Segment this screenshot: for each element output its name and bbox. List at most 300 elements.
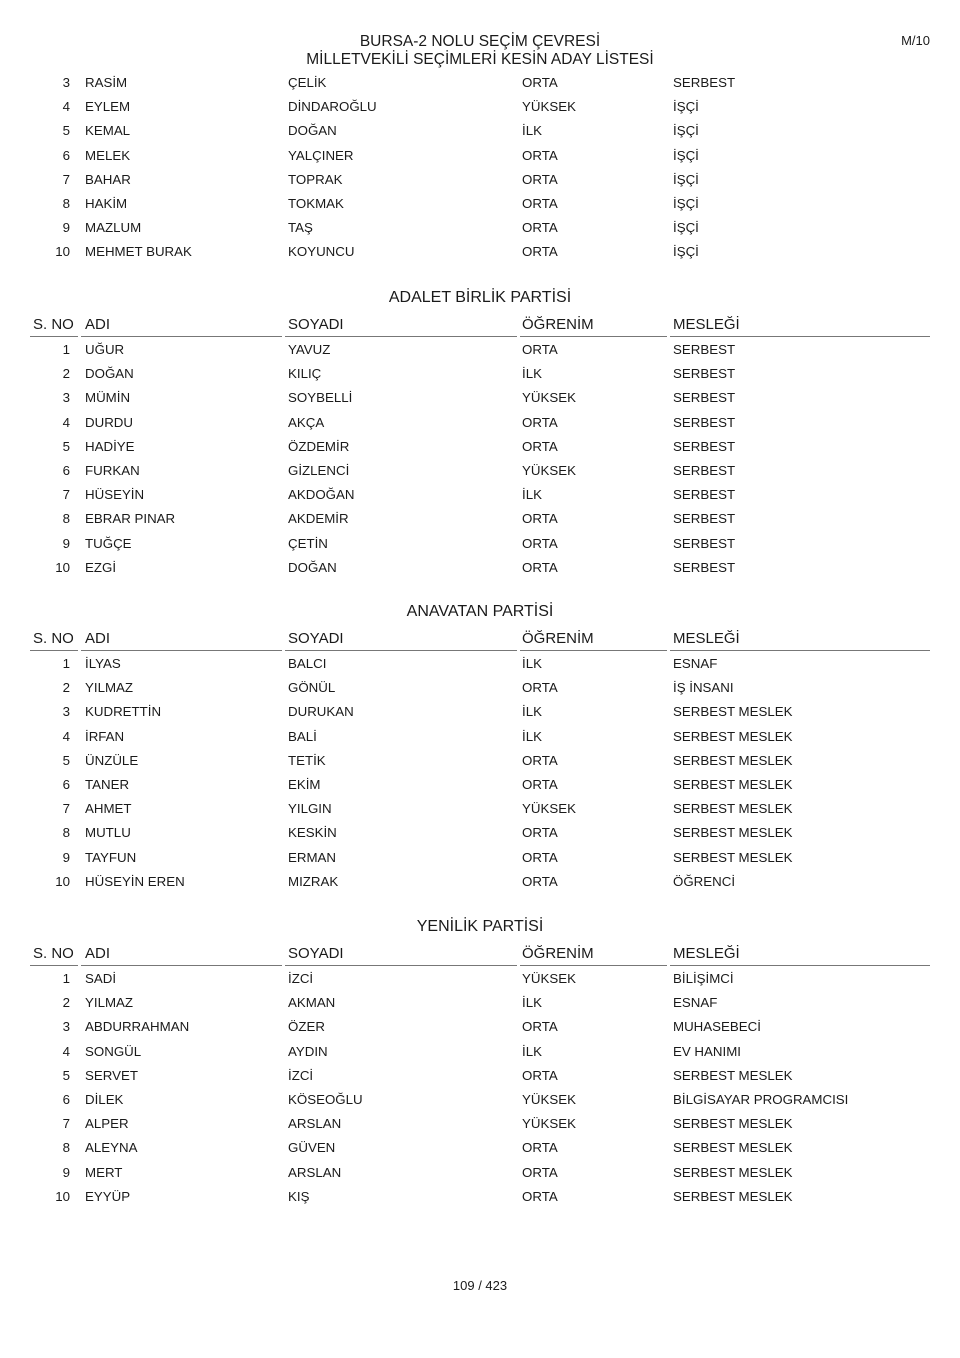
education-cell: YÜKSEK bbox=[522, 99, 576, 115]
first-name-cell: ALPER bbox=[85, 1116, 129, 1132]
last-name-cell: GÖNÜL bbox=[288, 680, 336, 696]
last-name-cell: GİZLENCİ bbox=[288, 463, 350, 478]
table-row bbox=[30, 676, 930, 700]
first-name-cell: ÜNZÜLE bbox=[85, 752, 139, 768]
occupation-cell: İŞÇİ bbox=[673, 220, 699, 236]
occupation-cell: SERBEST bbox=[673, 390, 736, 406]
header-divider bbox=[670, 650, 930, 651]
header-education: ÖĞRENİM bbox=[522, 945, 594, 962]
education-cell: İLK bbox=[522, 487, 542, 503]
education-cell: YÜKSEK bbox=[522, 801, 576, 817]
last-name-cell: KÖSEOĞLU bbox=[288, 1092, 363, 1107]
header-divider bbox=[81, 965, 282, 966]
table-row bbox=[30, 749, 930, 773]
education-cell: İLK bbox=[522, 656, 542, 671]
first-name-cell: İRFAN bbox=[85, 728, 125, 744]
education-cell: ORTA bbox=[522, 825, 558, 841]
table-row bbox=[30, 362, 930, 386]
last-name-cell: ARSLAN bbox=[288, 1164, 342, 1180]
education-cell: ORTA bbox=[522, 244, 558, 260]
row-number-value: 7 bbox=[62, 487, 70, 503]
row-number bbox=[30, 797, 70, 821]
occupation-cell: İŞÇİ bbox=[673, 171, 699, 187]
district-title: BURSA-2 NOLU SEÇİM ÇEVRESİ bbox=[359, 33, 601, 50]
occupation-cell: SERBEST MESLEK bbox=[673, 1067, 793, 1083]
row-number bbox=[30, 240, 70, 264]
row-number-value: 2 bbox=[62, 366, 70, 382]
header-divider bbox=[30, 965, 78, 966]
row-number bbox=[30, 652, 70, 676]
row-number-value: 1 bbox=[62, 656, 70, 671]
table-row bbox=[30, 386, 930, 410]
first-name-cell: SONGÜL bbox=[85, 1043, 142, 1059]
first-name-cell: MÜMİN bbox=[85, 390, 131, 406]
occupation-cell: SERBEST MESLEK bbox=[673, 752, 793, 768]
header-first-name: ADI bbox=[85, 630, 111, 647]
education-cell: ORTA bbox=[522, 1019, 558, 1035]
first-name-cell: MUTLU bbox=[85, 825, 131, 841]
last-name-cell: AKDEMİR bbox=[288, 511, 349, 527]
first-name-cell: DİLEK bbox=[85, 1092, 124, 1107]
row-number bbox=[30, 168, 70, 192]
table-header bbox=[30, 628, 930, 652]
header-occupation: MESLEĞİ bbox=[673, 316, 740, 333]
row-number-value: 7 bbox=[62, 1116, 70, 1132]
first-name-cell: TUĞÇE bbox=[85, 535, 132, 551]
table-row bbox=[30, 846, 930, 870]
first-name-cell: BAHAR bbox=[85, 171, 131, 187]
row-number bbox=[30, 991, 70, 1015]
row-number bbox=[30, 459, 70, 483]
first-name-cell: EBRAR PINAR bbox=[85, 511, 176, 527]
table-row bbox=[30, 95, 930, 119]
occupation-cell: SERBEST MESLEK bbox=[673, 801, 793, 817]
last-name-cell: KESKİN bbox=[288, 825, 337, 841]
education-cell: YÜKSEK bbox=[522, 1092, 576, 1107]
occupation-cell: İŞ İNSANI bbox=[673, 680, 734, 696]
row-number bbox=[30, 362, 70, 386]
row-number bbox=[30, 676, 70, 700]
last-name-cell: DİNDAROĞLU bbox=[288, 99, 377, 115]
table-header bbox=[30, 314, 930, 338]
row-number bbox=[30, 144, 70, 168]
occupation-cell: ESNAF bbox=[673, 995, 718, 1011]
row-number-value: 6 bbox=[62, 147, 70, 163]
row-number-value: 8 bbox=[62, 196, 70, 211]
table-row bbox=[30, 240, 930, 264]
header-occupation: MESLEĞİ bbox=[673, 630, 740, 647]
education-cell: İLK bbox=[522, 995, 542, 1011]
first-name-cell: MEHMET BURAK bbox=[85, 244, 192, 260]
last-name-cell: İZCİ bbox=[288, 971, 314, 986]
first-name-cell: EYYÜP bbox=[85, 1188, 131, 1204]
table-row bbox=[30, 991, 930, 1015]
table-row bbox=[30, 144, 930, 168]
occupation-cell: SERBEST MESLEK bbox=[673, 1164, 793, 1180]
header-divider bbox=[670, 336, 930, 337]
party-title: ADALET BİRLİK PARTİSİ bbox=[388, 289, 572, 306]
page-number: 109 / 423 bbox=[452, 1278, 508, 1293]
table-row bbox=[30, 1015, 930, 1039]
table-row bbox=[30, 1161, 930, 1185]
occupation-cell: BİLGİSAYAR PROGRAMCISI bbox=[673, 1092, 849, 1107]
first-name-cell: HÜSEYİN EREN bbox=[85, 873, 185, 889]
occupation-cell: EV HANIMI bbox=[673, 1043, 741, 1059]
table-row bbox=[30, 119, 930, 143]
last-name-cell: SOYBELLİ bbox=[288, 390, 353, 406]
last-name-cell: AKMAN bbox=[288, 995, 336, 1011]
last-name-cell: YILGIN bbox=[288, 801, 332, 817]
header-divider bbox=[30, 650, 78, 651]
header-no: S. NO bbox=[33, 316, 74, 333]
table-row bbox=[30, 1040, 930, 1064]
last-name-cell: ERMAN bbox=[288, 849, 337, 865]
table-row bbox=[30, 652, 930, 676]
occupation-cell: SERBEST bbox=[673, 438, 736, 454]
occupation-cell: SERBEST bbox=[673, 559, 736, 575]
table-row bbox=[30, 483, 930, 507]
row-number-value: 9 bbox=[62, 849, 70, 865]
row-number-value: 8 bbox=[62, 1140, 70, 1156]
row-number bbox=[30, 1015, 70, 1039]
row-number bbox=[30, 1064, 70, 1088]
last-name-cell: ARSLAN bbox=[288, 1116, 342, 1132]
occupation-cell: SERBEST bbox=[673, 463, 736, 478]
table-row bbox=[30, 168, 930, 192]
row-number-value: 5 bbox=[62, 123, 70, 139]
first-name-cell: MELEK bbox=[85, 147, 131, 163]
first-name-cell: KUDRETTİN bbox=[85, 704, 162, 720]
education-cell: İLK bbox=[522, 704, 542, 720]
row-number-value: 2 bbox=[62, 995, 70, 1011]
first-name-cell: KEMAL bbox=[85, 123, 131, 139]
occupation-cell: SERBEST bbox=[673, 511, 736, 527]
row-number-value: 3 bbox=[62, 704, 70, 720]
last-name-cell: BALİ bbox=[288, 728, 317, 744]
last-name-cell: ÖZER bbox=[288, 1019, 325, 1035]
education-cell: ORTA bbox=[522, 75, 558, 90]
row-number-value: 9 bbox=[62, 535, 70, 551]
row-number-value: 9 bbox=[62, 220, 70, 236]
education-cell: İLK bbox=[522, 728, 542, 744]
first-name-cell: SADİ bbox=[85, 971, 117, 986]
table-row bbox=[30, 967, 930, 991]
education-cell: YÜKSEK bbox=[522, 971, 576, 986]
occupation-cell: SERBEST MESLEK bbox=[673, 1116, 793, 1132]
header-divider bbox=[285, 650, 517, 651]
first-name-cell: ABDURRAHMAN bbox=[85, 1019, 190, 1035]
row-number bbox=[30, 821, 70, 845]
last-name-cell: EKİM bbox=[288, 777, 321, 792]
header-divider bbox=[30, 336, 78, 337]
last-name-cell: GÜVEN bbox=[288, 1140, 336, 1156]
row-number-value: 4 bbox=[62, 99, 70, 115]
header-divider bbox=[81, 336, 282, 337]
last-name-cell: ÇELİK bbox=[288, 75, 327, 90]
education-cell: ORTA bbox=[522, 511, 558, 527]
row-number bbox=[30, 1112, 70, 1136]
education-cell: ORTA bbox=[522, 220, 558, 236]
header-occupation: MESLEĞİ bbox=[673, 945, 740, 962]
occupation-cell: SERBEST bbox=[673, 75, 736, 90]
education-cell: ORTA bbox=[522, 1164, 558, 1180]
occupation-cell: İŞÇİ bbox=[673, 99, 699, 115]
first-name-cell: TAYFUN bbox=[85, 849, 137, 865]
header-first-name: ADI bbox=[85, 945, 111, 962]
row-number-value: 6 bbox=[62, 1092, 70, 1107]
first-name-cell: YILMAZ bbox=[85, 995, 134, 1011]
header-last-name: SOYADI bbox=[288, 316, 344, 333]
education-cell: ORTA bbox=[522, 196, 558, 211]
last-name-cell: KOYUNCU bbox=[288, 244, 355, 260]
table-row bbox=[30, 1064, 930, 1088]
header-divider bbox=[670, 965, 930, 966]
table-header bbox=[30, 943, 930, 967]
row-number-value: 1 bbox=[62, 971, 70, 986]
header-education: ÖĞRENİM bbox=[522, 630, 594, 647]
occupation-cell: SERBEST MESLEK bbox=[673, 1140, 793, 1156]
occupation-cell: BİLİŞİMCİ bbox=[673, 971, 734, 986]
first-name-cell: DOĞAN bbox=[85, 366, 134, 382]
header-no: S. NO bbox=[33, 630, 74, 647]
education-cell: ORTA bbox=[522, 414, 558, 430]
occupation-cell: SERBEST MESLEK bbox=[673, 1188, 793, 1204]
party-title: ANAVATAN PARTİSİ bbox=[406, 603, 554, 620]
education-cell: YÜKSEK bbox=[522, 463, 576, 478]
education-cell: ORTA bbox=[522, 680, 558, 696]
occupation-cell: MUHASEBECİ bbox=[673, 1019, 761, 1035]
education-cell: ORTA bbox=[522, 1140, 558, 1156]
last-name-cell: DOĞAN bbox=[288, 123, 337, 139]
row-number bbox=[30, 749, 70, 773]
header-divider bbox=[285, 336, 517, 337]
education-cell: ORTA bbox=[522, 873, 558, 889]
row-number bbox=[30, 216, 70, 240]
first-name-cell: SERVET bbox=[85, 1067, 138, 1083]
education-cell: YÜKSEK bbox=[522, 390, 576, 406]
table-row bbox=[30, 725, 930, 749]
table-row bbox=[30, 773, 930, 797]
header-divider bbox=[520, 650, 667, 651]
row-number-value: 6 bbox=[62, 463, 70, 478]
table-row bbox=[30, 507, 930, 531]
list-title: MİLLETVEKİLİ SEÇİMLERİ KESİN ADAY LİSTESİ bbox=[306, 51, 654, 68]
last-name-cell: TOKMAK bbox=[288, 196, 344, 211]
first-name-cell: DURDU bbox=[85, 414, 134, 430]
row-number-value: 7 bbox=[62, 171, 70, 187]
row-number bbox=[30, 386, 70, 410]
table-row bbox=[30, 435, 930, 459]
first-name-cell: ALEYNA bbox=[85, 1140, 138, 1156]
last-name-cell: ÇETİN bbox=[288, 535, 328, 551]
page-header bbox=[0, 33, 960, 69]
header-divider bbox=[520, 965, 667, 966]
education-cell: İLK bbox=[522, 1043, 542, 1059]
last-name-cell: ÖZDEMİR bbox=[288, 438, 350, 454]
row-number-value: 1 bbox=[62, 342, 70, 357]
first-name-cell: EYLEM bbox=[85, 99, 131, 115]
last-name-cell: İZCİ bbox=[288, 1067, 314, 1083]
occupation-cell: SERBEST MESLEK bbox=[673, 728, 793, 744]
row-number bbox=[30, 967, 70, 991]
row-number bbox=[30, 532, 70, 556]
last-name-cell: TAŞ bbox=[288, 220, 313, 236]
row-number-value: 4 bbox=[62, 1043, 70, 1059]
first-name-cell: EZGİ bbox=[85, 559, 117, 575]
table-row bbox=[30, 216, 930, 240]
occupation-cell: İŞÇİ bbox=[673, 123, 699, 139]
occupation-cell: SERBEST MESLEK bbox=[673, 849, 793, 865]
table-row bbox=[30, 192, 930, 216]
first-name-cell: FURKAN bbox=[85, 463, 140, 478]
last-name-cell: DOĞAN bbox=[288, 559, 337, 575]
first-name-cell: HÜSEYİN bbox=[85, 487, 145, 503]
row-number bbox=[30, 725, 70, 749]
row-number bbox=[30, 507, 70, 531]
first-name-cell: TANER bbox=[85, 777, 130, 792]
education-cell: İLK bbox=[522, 366, 542, 382]
row-number bbox=[30, 338, 70, 362]
header-last-name: SOYADI bbox=[288, 945, 344, 962]
occupation-cell: İŞÇİ bbox=[673, 147, 699, 163]
row-number bbox=[30, 1185, 70, 1209]
header-last-name: SOYADI bbox=[288, 630, 344, 647]
table-row bbox=[30, 556, 930, 580]
row-number-value: 10 bbox=[55, 873, 70, 889]
last-name-cell: AKÇA bbox=[288, 414, 325, 430]
occupation-cell: SERBEST bbox=[673, 366, 736, 382]
row-number bbox=[30, 1088, 70, 1112]
last-name-cell: YAVUZ bbox=[288, 342, 331, 357]
first-name-cell: RASİM bbox=[85, 75, 128, 90]
table-row bbox=[30, 532, 930, 556]
table-row bbox=[30, 71, 930, 95]
last-name-cell: KIŞ bbox=[288, 1188, 310, 1204]
first-name-cell: HADİYE bbox=[85, 438, 135, 454]
occupation-cell: ÖĞRENCİ bbox=[673, 873, 736, 889]
row-number-value: 7 bbox=[62, 801, 70, 817]
first-name-cell: MERT bbox=[85, 1164, 123, 1180]
row-number-value: 6 bbox=[62, 777, 70, 792]
education-cell: ORTA bbox=[522, 535, 558, 551]
last-name-cell: DURUKAN bbox=[288, 704, 354, 720]
row-number bbox=[30, 556, 70, 580]
row-number bbox=[30, 192, 70, 216]
row-number bbox=[30, 700, 70, 724]
occupation-cell: SERBEST bbox=[673, 487, 736, 503]
row-number bbox=[30, 95, 70, 119]
last-name-cell: BALCI bbox=[288, 656, 327, 671]
table-row bbox=[30, 797, 930, 821]
row-number-value: 8 bbox=[62, 825, 70, 841]
first-name-cell: AHMET bbox=[85, 801, 132, 817]
education-cell: ORTA bbox=[522, 752, 558, 768]
row-number bbox=[30, 773, 70, 797]
row-number-value: 10 bbox=[55, 1188, 70, 1204]
party-title: YENİLİK PARTİSİ bbox=[416, 918, 544, 935]
row-number-value: 5 bbox=[62, 752, 70, 768]
education-cell: ORTA bbox=[522, 438, 558, 454]
header-divider bbox=[520, 336, 667, 337]
row-number bbox=[30, 119, 70, 143]
last-name-cell: YALÇINER bbox=[288, 147, 354, 163]
table-row bbox=[30, 700, 930, 724]
row-number-value: 10 bbox=[55, 559, 70, 575]
row-number-value: 5 bbox=[62, 1067, 70, 1083]
occupation-cell: SERBEST bbox=[673, 535, 736, 551]
first-name-cell: HAKİM bbox=[85, 196, 128, 211]
row-number bbox=[30, 411, 70, 435]
education-cell: İLK bbox=[522, 123, 542, 139]
education-cell: ORTA bbox=[522, 559, 558, 575]
table-row bbox=[30, 1112, 930, 1136]
occupation-cell: SERBEST MESLEK bbox=[673, 704, 793, 720]
occupation-cell: İŞÇİ bbox=[673, 244, 699, 260]
row-number bbox=[30, 1161, 70, 1185]
row-number bbox=[30, 870, 70, 894]
table-row bbox=[30, 821, 930, 845]
table-row bbox=[30, 459, 930, 483]
row-number bbox=[30, 1040, 70, 1064]
table-row bbox=[30, 870, 930, 894]
table-row bbox=[30, 338, 930, 362]
first-name-cell: UĞUR bbox=[85, 342, 125, 357]
header-no: S. NO bbox=[33, 945, 74, 962]
last-name-cell: TETİK bbox=[288, 752, 326, 768]
table-row bbox=[30, 1088, 930, 1112]
first-name-cell: YILMAZ bbox=[85, 680, 134, 696]
last-name-cell: KILIÇ bbox=[288, 366, 322, 382]
header-first-name: ADI bbox=[85, 316, 111, 333]
row-number-value: 2 bbox=[62, 680, 70, 696]
education-cell: ORTA bbox=[522, 1188, 558, 1204]
row-number bbox=[30, 435, 70, 459]
table-row bbox=[30, 1136, 930, 1160]
row-number bbox=[30, 846, 70, 870]
occupation-cell: SERBEST bbox=[673, 414, 736, 430]
education-cell: ORTA bbox=[522, 777, 558, 792]
row-number-value: 5 bbox=[62, 438, 70, 454]
last-name-cell: AKDOĞAN bbox=[288, 487, 355, 503]
row-number-value: 9 bbox=[62, 1164, 70, 1180]
education-cell: ORTA bbox=[522, 849, 558, 865]
page-code: M/10 bbox=[901, 33, 930, 48]
first-name-cell: MAZLUM bbox=[85, 220, 142, 236]
last-name-cell: MIZRAK bbox=[288, 873, 339, 889]
first-name-cell: İLYAS bbox=[85, 656, 121, 671]
row-number bbox=[30, 1136, 70, 1160]
education-cell: ORTA bbox=[522, 342, 558, 357]
occupation-cell: İŞÇİ bbox=[673, 196, 699, 211]
header-divider bbox=[285, 965, 517, 966]
row-number bbox=[30, 483, 70, 507]
occupation-cell: SERBEST bbox=[673, 342, 736, 357]
table-row bbox=[30, 1185, 930, 1209]
row-number bbox=[30, 71, 70, 95]
row-number-value: 4 bbox=[62, 414, 70, 430]
header-education: ÖĞRENİM bbox=[522, 316, 594, 333]
header-divider bbox=[81, 650, 282, 651]
row-number-value: 4 bbox=[62, 728, 70, 744]
last-name-cell: AYDIN bbox=[288, 1043, 328, 1059]
occupation-cell: SERBEST MESLEK bbox=[673, 777, 793, 792]
last-name-cell: TOPRAK bbox=[288, 171, 343, 187]
education-cell: ORTA bbox=[522, 171, 558, 187]
row-number-value: 3 bbox=[62, 390, 70, 406]
row-number-value: 8 bbox=[62, 511, 70, 527]
row-number-value: 3 bbox=[62, 1019, 70, 1035]
occupation-cell: ESNAF bbox=[673, 656, 718, 671]
